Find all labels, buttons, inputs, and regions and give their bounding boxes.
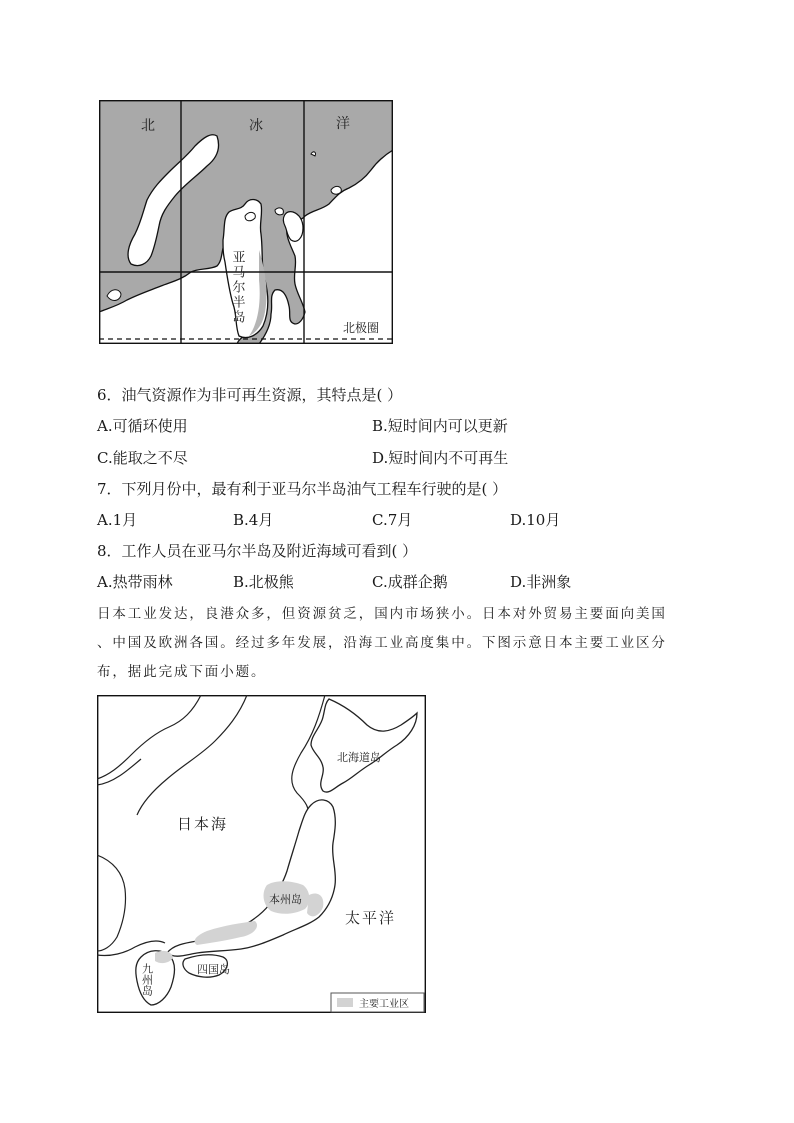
hokkaido-label: 北海道岛 [337,751,381,764]
yamal-map [99,100,393,344]
q6-option-c[interactable]: C.能取之不尽 [97,449,188,467]
passage-line: 、中国及欧洲各国。经过多年发展，沿海工业高度集中。下图示意日本主要工业区分 [97,635,667,651]
small-island [275,208,283,215]
q7-option-a[interactable]: A.1月 [97,511,138,529]
q8-option-d[interactable]: D.非洲象 [510,573,572,591]
q7-option-b[interactable]: B.4月 [233,511,274,529]
q8-option-c[interactable]: C.成群企鹅 [372,573,448,591]
map-label-ice: 冰 [249,118,263,134]
q7-option-c[interactable]: C.7月 [372,511,413,529]
japan-map [97,695,426,1013]
arctic-circle-label: 北极圈 [343,321,380,335]
q7-option-d[interactable]: D.10月 [510,511,561,529]
legend-swatch [337,998,353,1007]
q6-option-a[interactable]: A.可循环使用 [97,417,188,435]
sea-of-japan-label: 日本海 [177,815,229,833]
passage [97,600,707,687]
map-label-ocean: 洋 [336,116,350,132]
passage-line: 布，据此完成下面小题。 [97,664,267,680]
question-6-stem: 6．油气资源作为非可再生资源，其特点是( ） [97,386,403,404]
question-8-stem: 8．工作人员在亚马尔半岛及附近海域可看到( ） [97,542,418,560]
q6-option-d[interactable]: D.短时间内不可再生 [372,449,509,467]
q6-option-b[interactable]: B.短时间内可以更新 [372,417,508,435]
q8-option-b[interactable]: B.北极熊 [233,573,294,591]
yamal-label: 亚马尔半岛 [229,250,245,325]
q8-option-a[interactable]: A.热带雨林 [97,573,173,591]
pacific-label: 太平洋 [345,909,397,927]
passage-line: 日本工业发达，良港众多，但资源贫乏，国内市场狭小。日本对外贸易主要面向美国 [97,606,667,622]
legend-label: 主要工业区 [359,999,409,1010]
honshu-label: 本州岛 [269,893,302,906]
small-island [331,186,341,194]
question-7-stem: 7．下列月份中，最有利于亚马尔半岛油气工程车行驶的是( ） [97,480,508,498]
shikoku-label: 四国岛 [197,963,230,976]
small-island [245,212,255,220]
kyushu-label: 九州岛 [140,963,154,996]
map-label-north: 北 [141,118,155,134]
